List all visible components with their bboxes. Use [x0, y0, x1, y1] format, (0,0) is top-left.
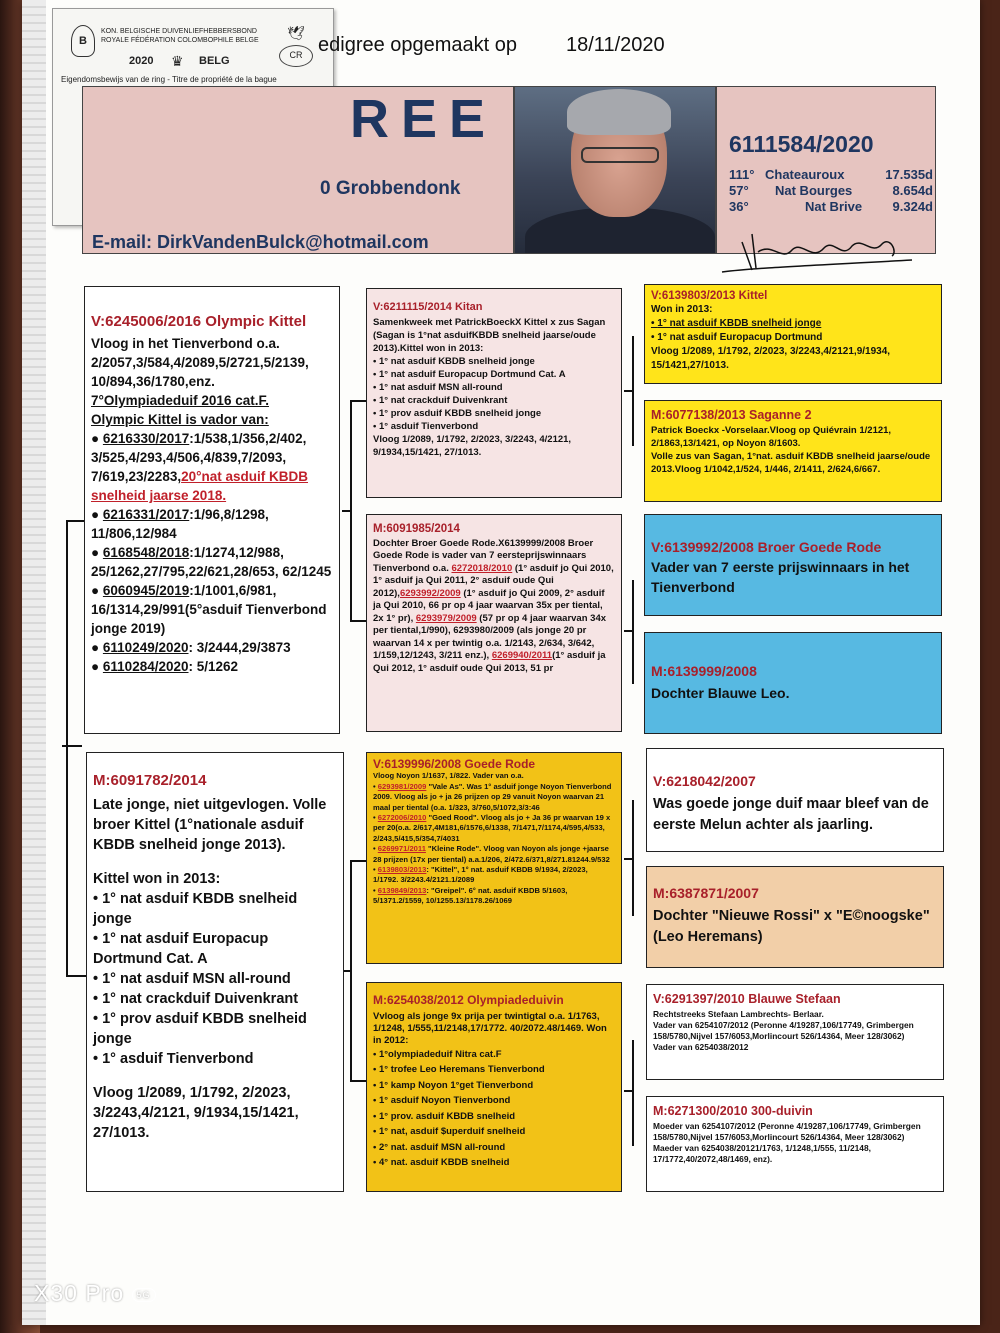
list-item: • 1° asduif Tienverbond — [373, 421, 479, 432]
list-item: • 2° nat. asduif MSN all-round — [373, 1141, 506, 1153]
list-item: • 1° nat asduif MSN all-round — [93, 971, 291, 987]
connector-line — [624, 858, 634, 860]
list-item: • 1° nat asduif KBDB snelheid jonge — [373, 356, 535, 367]
connector-line — [632, 580, 634, 684]
connector-line — [342, 510, 352, 512]
connector-line — [350, 400, 366, 402]
ggm-box-2: M:6139999/2008 Dochter Blauwe Leo. — [644, 632, 942, 734]
connector-line — [66, 520, 68, 975]
breeder-email[interactable]: E-mail: DirkVandenBulck@hotmail.com — [92, 232, 429, 252]
offspring-item: ● 6110249/2020: 3/2444,29/3873 — [91, 640, 291, 655]
list-item: • 1° nat, asduif $uperduif snelheid — [373, 1126, 526, 1137]
connector-line — [350, 860, 366, 862]
ggf-box-3: V:6218042/2007 Was goede jonge duif maar bleef van de eerste Melun achter als jaarling. — [646, 748, 944, 852]
list-item: • 1° prov. asduif KBDB snelheid — [373, 1110, 516, 1122]
list-item: • 1° nat asduif KBDB snelheid jonge — [93, 891, 298, 927]
list-item: • 1° nat asduif MSN all-round — [373, 382, 503, 393]
list-item: • 1° kamp Noyon 1°get Tienverbond — [373, 1079, 534, 1091]
list-item: • 1° nat crackduif Duivenkrant — [373, 395, 508, 406]
pedigree-made-on-label: edigree opgemaakt op — [318, 34, 518, 56]
grandfather-maternal-box: V:6139996/2008 Goede Rode Vloog Noyon 1/1637, 1/822. Vader van o.a. • 6293981/2009 "Vale As". Was 1° asduif jonge Noyon Tienverbond 2009. Vloog als jo + ja 26 prijzen op 29 vanuit Noyon waarvan 21 maal per tiental (o.a. 1/323, 3/760,5/1072,3/3:46 • 6272006/2010 "Goed Rood". Vloog als jo + Ja 36 pr waarvan 19 x per 20(o.a. 2/617,4M181,6/1576,6/1338, 7/1471,7/1174,4/595,4/533, 2/243,5/415,5/354,7/4031 • 6269971/2011 "Kleine Rode". Vloog van Noyon als jonge +jaarse 28 prijzen (17x per tiental) a.a.1/206, 2/472.6/371,8/271.81244.9/532 • 6139803/2013: "Kittel", 1° nat. asduif KBDB 9/1934, 2/2023, 1/1792. 3/2243.4/2121.1/2089 • 6139849/2013: "Greipel". 6° nat. asduif KBDB 5/1603, 5/1371.2/1559, 10/1255.13/1178.26/1069 — [366, 752, 622, 964]
camera-watermark: X30 Pro 5G — [34, 1280, 156, 1307]
list-item: • 1° nat crackduif Duivenkrant — [93, 991, 299, 1007]
ring-country: BELG — [199, 55, 230, 67]
list-item: • 1° asduif Tienverbond — [93, 1051, 254, 1067]
pigeon-icon: 🕊 — [287, 25, 305, 41]
list-item: • 1° asduif Noyon Tienverbond — [373, 1095, 511, 1106]
sleeve-perforation — [22, 0, 46, 1325]
ggf-box-4: V:6291397/2010 Blauwe Stefaan Rechtstreeks Stefaan Lambrechts- Berlaar. Vader van 6254107/2012 (Peronne 4/19287,106/17749, Grimbergen 158/5780,Nijvel 157/6053,Morlincourt 526/14364, Meer 128/3062) Vader van 6254038/2012 — [646, 984, 944, 1080]
5g-badge: 5G — [132, 1288, 156, 1302]
pigeon-ring-number: 6111584/2020 — [729, 131, 874, 157]
list-item: • 1° prov asduif KBDB snelheid jonge — [93, 1011, 307, 1047]
crown-icon: ♛ — [171, 53, 184, 69]
result-row: 111° Chateauroux 17.535d — [729, 167, 933, 182]
list-item: • 1° nat asduif Europacup Dortmund Cat. A — [373, 369, 566, 380]
ring-property-text: Eigendomsbewijs van de ring - Titre de propriété de la bague — [61, 75, 277, 84]
connector-line — [624, 1090, 634, 1092]
ring-year: 2020 — [129, 55, 154, 67]
connector-line — [624, 630, 634, 632]
connector-line — [624, 390, 634, 392]
connector-line — [350, 1080, 366, 1082]
father-box: V:6245006/2016 Olympic Kittel Vloog in het Tienverbond o.a. 2/2057,3/584,4/2089,5/2721,5/2139, 10/894,36/1780,enz. 7°Olympiadeduif 2016 cat.F. Olympic Kittel is vador van: ● 6216330/2017:1/538,1/356,2/402, 3/525,4/293,4/506,4/839,7/2093, 7/619,23/2283,20°nat asduif KBDB snelheid jaarse 2018. ● 6216331/2017:1/96,8/1298, 11/806,12/984 ● 6168548/2018:1/1274,12/988, 25/1262,27/795,22/621,28/653, 62/1245 ● 6060945/2019:1/1001,6/981, 16/1314,29/991(5°asduif Tienverbond jonge 2019) ● 6110249/2020: 3/2444,29/3873 ● 6110284/2020: 5/1262 — [84, 286, 340, 734]
connector-line — [62, 745, 82, 747]
ggm-box-1: M:6077138/2013 Saganne 2 Patrick Boeckx -Vorselaar.Vloog op Quiévrain 1/2121, 2/1863,13/1421, op Noyon 8/1603. Volle zus van Sagan, 1°nat. asduif KBDB snelheid jaarse/oude 2013.Vloog 1/1042,1/524, 1/446, 2/1411, 2/624,6/667. — [644, 400, 942, 502]
offspring-item: ● 6060945/2019:1/1001,6/981, 16/1314,29/991(5°asduif Tienverbond jonge 2019) — [91, 583, 327, 636]
mother-title: M:6091782/2014 — [93, 772, 207, 789]
list-item: • 1° prov asduif KBDB snelheid jonge — [373, 408, 542, 419]
grandmother-paternal-box: M:6091985/2014 Dochter Broer Goede Rode.X6139999/2008 Broer Goede Rode is vader van 7 eersteprijswinnaars Tienverbond o.a. 6272018/2010 (1° asduif jo Qui 2010, 1° asduif ja Qui 2011, 2° asduif oude Qui 2012),6293992/2009 (1° asduif jo Qui 2009, 2° asduif ja Qui 2010, 66 pr op 4 jaar waarvan 35x per tiental, 2x 1° pr), 6293979/2009 (57 pr op 4 jaar waarvan 34x per tiental,1/990), 6293980/2009 (als jonge 20 pr waarvan 14 x per twintig o.a. 1/2143, 2/634, 3/642, 1/159,12/1243, 3/211 enz.), 6269940/2011(1° asduif ja Qui 2012, 1° asduif oude Qui 2013, 51 pr — [366, 514, 622, 732]
result-row: 57° Nat Bourges 8.654d — [729, 183, 933, 198]
grandfather-paternal-box: V:6211115/2014 Kitan Samenkweek met PatrickBoeckX Kittel x zus Sagan (Sagan is 1°nat asduifKBDB snelheid jaarse/oude 2013).Kittel won in 2013: • 1° nat asduif KBDB snelheid jonge • 1° nat asduif Europacup Dortmund Cat. A • 1° nat asduif MSN all-round • 1° nat crackduif Duivenkrant • 1° prov asduif KBDB snelheid jonge • 1° asduif Tienverbond Vloog 1/2089, 1/1792, 2/2023, 3/2243, 4/2121, 9/1934,15/1421, 27/1013. — [366, 288, 622, 498]
result-row: 36° Nat Brive 9.324d — [729, 199, 933, 214]
pedigree-title: REE — [350, 89, 498, 149]
ggf-box-1: V:6139803/2013 Kittel Won in 2013: • 1° nat asduif KBDB snelheid jonge • 1° nat asduif Europacup Dortmund Vloog 1/2089, 1/1792, 2/2023, 3/2243,4/2121,9/1934, 15/1421,27/1013. — [644, 284, 942, 384]
ggf-box-2: V:6139992/2008 Broer Goede Rode Vader van 7 eerste prijswinnaars in het Tienverbond — [644, 514, 942, 616]
connector-line — [350, 620, 366, 622]
ring-card-org: KON. BELGISCHE DUIVENLIEFHEBBERSBOND ROYALE FÉDÉRATION COLOMBOPHILE BELGE — [101, 28, 259, 44]
pedigree-date: 18/11/2020 — [566, 34, 665, 56]
list-item: • 1° trofee Leo Heremans Tienverbond — [373, 1064, 545, 1075]
belgian-federation-logo: B — [71, 25, 95, 57]
offspring-item: ● 6216330/2017:1/538,1/356,2/402, 3/525,4/293,4/506,4/839,7/2093, 7/619,23/2283,20°nat asduif KBDB snelheid jaarse 2018. — [91, 431, 309, 503]
breeder-photo — [514, 86, 716, 254]
ggm-box-3: M:6387871/2007 Dochter "Nieuwe Rossi" x "E©noogske" (Leo Heremans) — [646, 866, 944, 968]
connector-line — [66, 975, 86, 977]
ggm-box-4: M:6271300/2010 300-duivin Moeder van 6254107/2012 (Peronne 4/19287,106/17749, Grimbergen 158/5780,Nijvel 157/6053,Morlincourt 526/14364, Meer 128/3062) Maeder van 6254038/20121/1763, 1/1248,1/555, 11/2148, 17/1772,40/2072,48/1469, enz). — [646, 1096, 944, 1192]
offspring-item: ● 6168548/2018:1/1274,12/988, 25/1262,27/795,22/621,28/653, 62/1245 — [91, 545, 332, 579]
connector-line — [66, 520, 86, 522]
breeder-address: 0 Grobbendonk — [320, 178, 461, 199]
list-item: • 1° nat asduif Europacup Dortmund Cat. A — [93, 931, 269, 967]
list-item: • 4° nat. asduif KBDB snelheid — [373, 1157, 510, 1168]
offspring-item: ● 6216331/2017:1/96,8/1298, 11/806,12/984 — [91, 507, 269, 541]
offspring-item: ● 6110284/2020: 5/1262 — [91, 659, 239, 674]
connector-line — [632, 1040, 634, 1146]
grandmother-maternal-box: M:6254038/2012 Olympiadeduivin Vvloog als jonge 9x prija per twintigtal o.a. 1/1763, 1/1248, 1/555,11/2148,17/1772. 40/2072.48/1469. Won in 2012: • 1°olympiadeduif Nitra cat.F • 1° trofee Leo Heremans Tienverbond • 1° kamp Noyon 1°get Tienverbond • 1° asduif Noyon Tienverbond • 1° prov. asduif KBDB snelheid • 1° nat, asduif $uperduif snelheid • 2° nat. asduif MSN all-round • 4° nat. asduif KBDB snelheid — [366, 982, 622, 1192]
signature — [712, 222, 932, 282]
list-item: • 1°olympiadeduif Nitra cat.F — [373, 1048, 502, 1060]
father-title: V:6245006/2016 Olympic Kittel — [91, 313, 307, 330]
mother-box: M:6091782/2014 Late jonge, niet uitgevlogen. Volle broer Kittel (1°nationale asduif KBDB snelheid jonge 2013). Kittel won in 2013: • 1° nat asduif KBDB snelheid jonge • 1° nat asduif Europacup Dortmund Cat. A • 1° nat asduif MSN all-round • 1° nat crackduif Duivenkrant • 1° prov asduif KBDB snelheid jonge • 1° asduif Tienverbond Vloog 1/2089, 1/1792, 2/2023, 3/2243,4/2121, 9/1934,15/1421, 27/1013. — [86, 752, 344, 1192]
oval-emblem: CR — [279, 45, 313, 67]
